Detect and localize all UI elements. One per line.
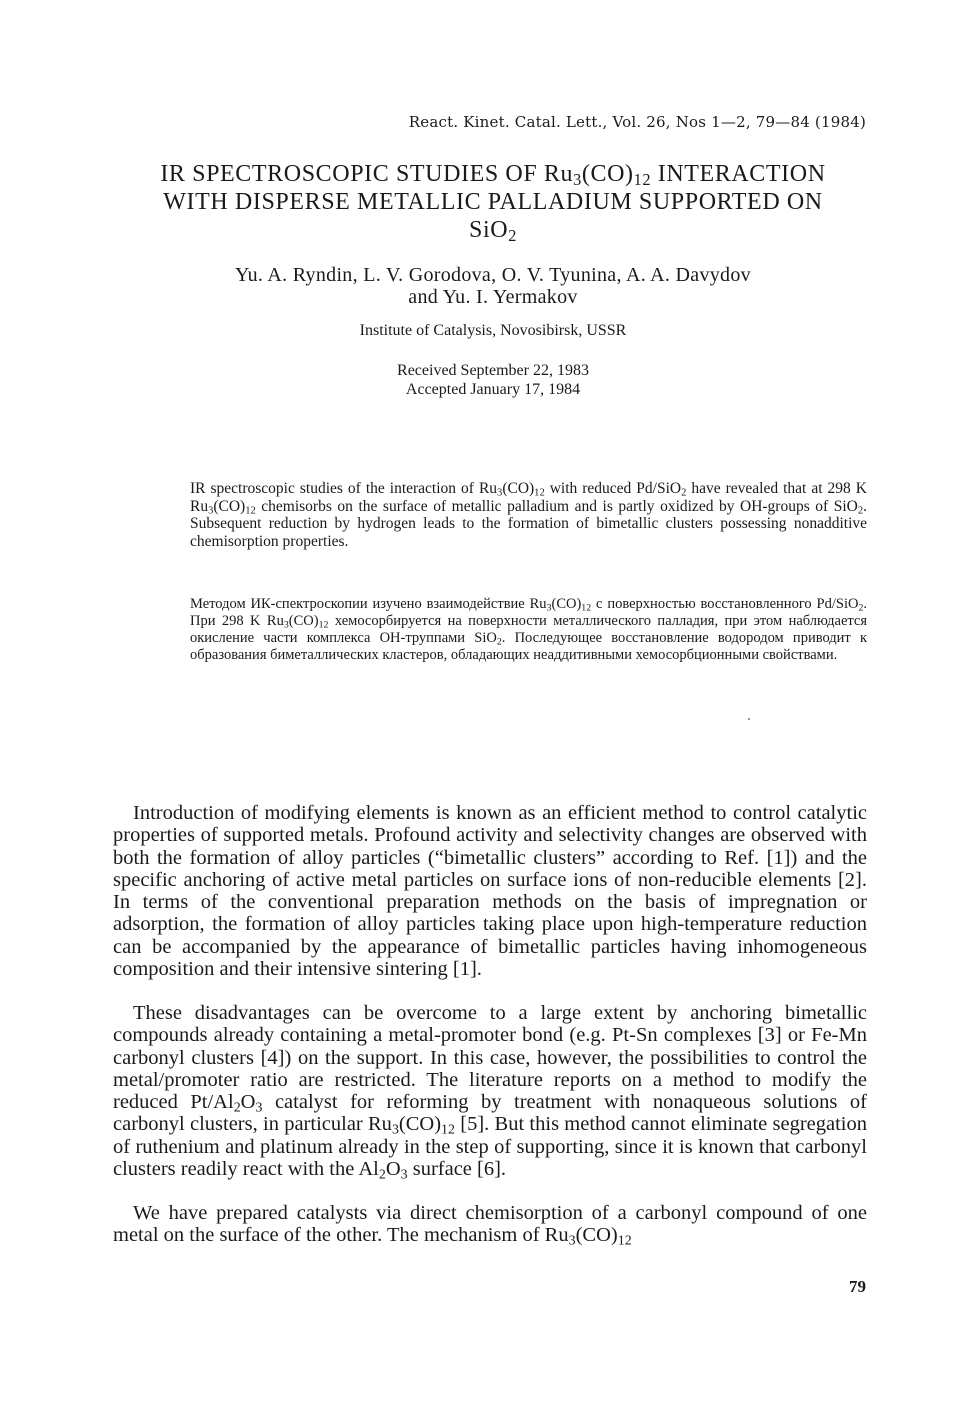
title-line-1: IR SPECTROSCOPIC STUDIES OF $Ru_3(CO)_{12}$ INTERACTION xyxy=(160,161,826,190)
title-line-3: SiO$_2$ xyxy=(469,217,517,246)
received-date: Received September 22, 1983 xyxy=(397,362,589,379)
journal-reference: React. Kinet. Catal. Lett., Vol. 26, Nos 1—2, 79—84 (1984) xyxy=(408,113,866,131)
submission-dates xyxy=(120,361,866,399)
institution: Institute of Catalysis, Novosibirsk, USSR xyxy=(359,322,627,339)
body-paragraph-1: Introduction of modifying elements is known as an efficient method to control catalytic properties of supported metals. Profound activity and selectivity changes are observed with both the formation of alloy particles (“bimetallic clusters” according to Ref. [1]) and the specific anchoring of active metal particles on surface ions of non-reducible elements [2]. In terms of the conventional preparation methods on the basis of impregnation or adsorption, the formation of alloy particles taking place upon high-temperature reduction can be accompanied by the appearance of bimetallic particles having inhomogeneous composition and their intensive sintering [1]. xyxy=(113,802,867,981)
authors-line-1: Yu. A. Ryndin, L. V. Gorodova, O. V. Tyunina, A. A. Davydov xyxy=(235,264,751,286)
abstract-english: IR spectroscopic studies of the interaction of $Ru_3(CO)_{12}$ with reduced Pd/SiO$_2$ have revealed that at 298 K $Ru_3(CO)_{12}$ chemisorbs on the surface of metallic palladium and is partly oxidized by OH-groups of SiO$_2$. Subsequent reduction by hydrogen leads to the formation of bimetallic clusters possessing nonadditive chemisorption properties. xyxy=(190,480,867,550)
accepted-date: Accepted January 17, 1984 xyxy=(405,381,581,398)
authors-line-2: and Yu. I. Yermakov xyxy=(408,286,578,308)
body-paragraph-3: We have prepared catalysts via direct chemisorption of a carbonyl compound of one metal on the surface of the other. The mechanism of $Ru_3(CO)_{12}$ xyxy=(113,1202,867,1249)
abstract-russian: Методом ИК-спектроскопии изучено взаимодействие $Ru_3(CO)_{12}$ с поверхностью восстановленного Pd/SiO$_2$. При 298 K $Ru_3(CO)_{12}$ хемосорбируется на поверхности металлического палладия, при этом наблюдается окисление части комплекса OH-труппами SiO$_2$. Последующее восстановление водородом приводит к образования биметаллических кластеров, обладающих неаддитивными хемосорбционными свойствами. xyxy=(190,596,868,663)
paper-title xyxy=(80,160,906,244)
page-number: 79 xyxy=(849,1277,866,1296)
title-line-2: WITH DISPERSE METALLIC PALLADIUM SUPPORTED ON xyxy=(163,189,823,215)
print-speck xyxy=(748,718,750,720)
author-list xyxy=(120,264,866,308)
body-paragraph-2: These disadvantages can be overcome to a large extent by anchoring bimetallic compounds already containing a metal-promoter bond (e.g. Pt-Sn complexes [3] or Fe-Mn carbonyl clusters [4]) on the support. In this case, however, the possibilities to control the metal/promoter ratio are restricted. The literature reports on a method to modify the reduced $Pt/Al_2O_3$ catalyst for reforming by treatment with nonaqueous solutions of carbonyl clusters, in particular $Ru_3(CO)_{12}$ [5]. But this method cannot eliminate segregation of ruthenium and platinum already in the step of supporting, since it is known that carbonyl clusters readily react with the $Al_2O_3$ surface [6]. xyxy=(113,1002,867,1183)
